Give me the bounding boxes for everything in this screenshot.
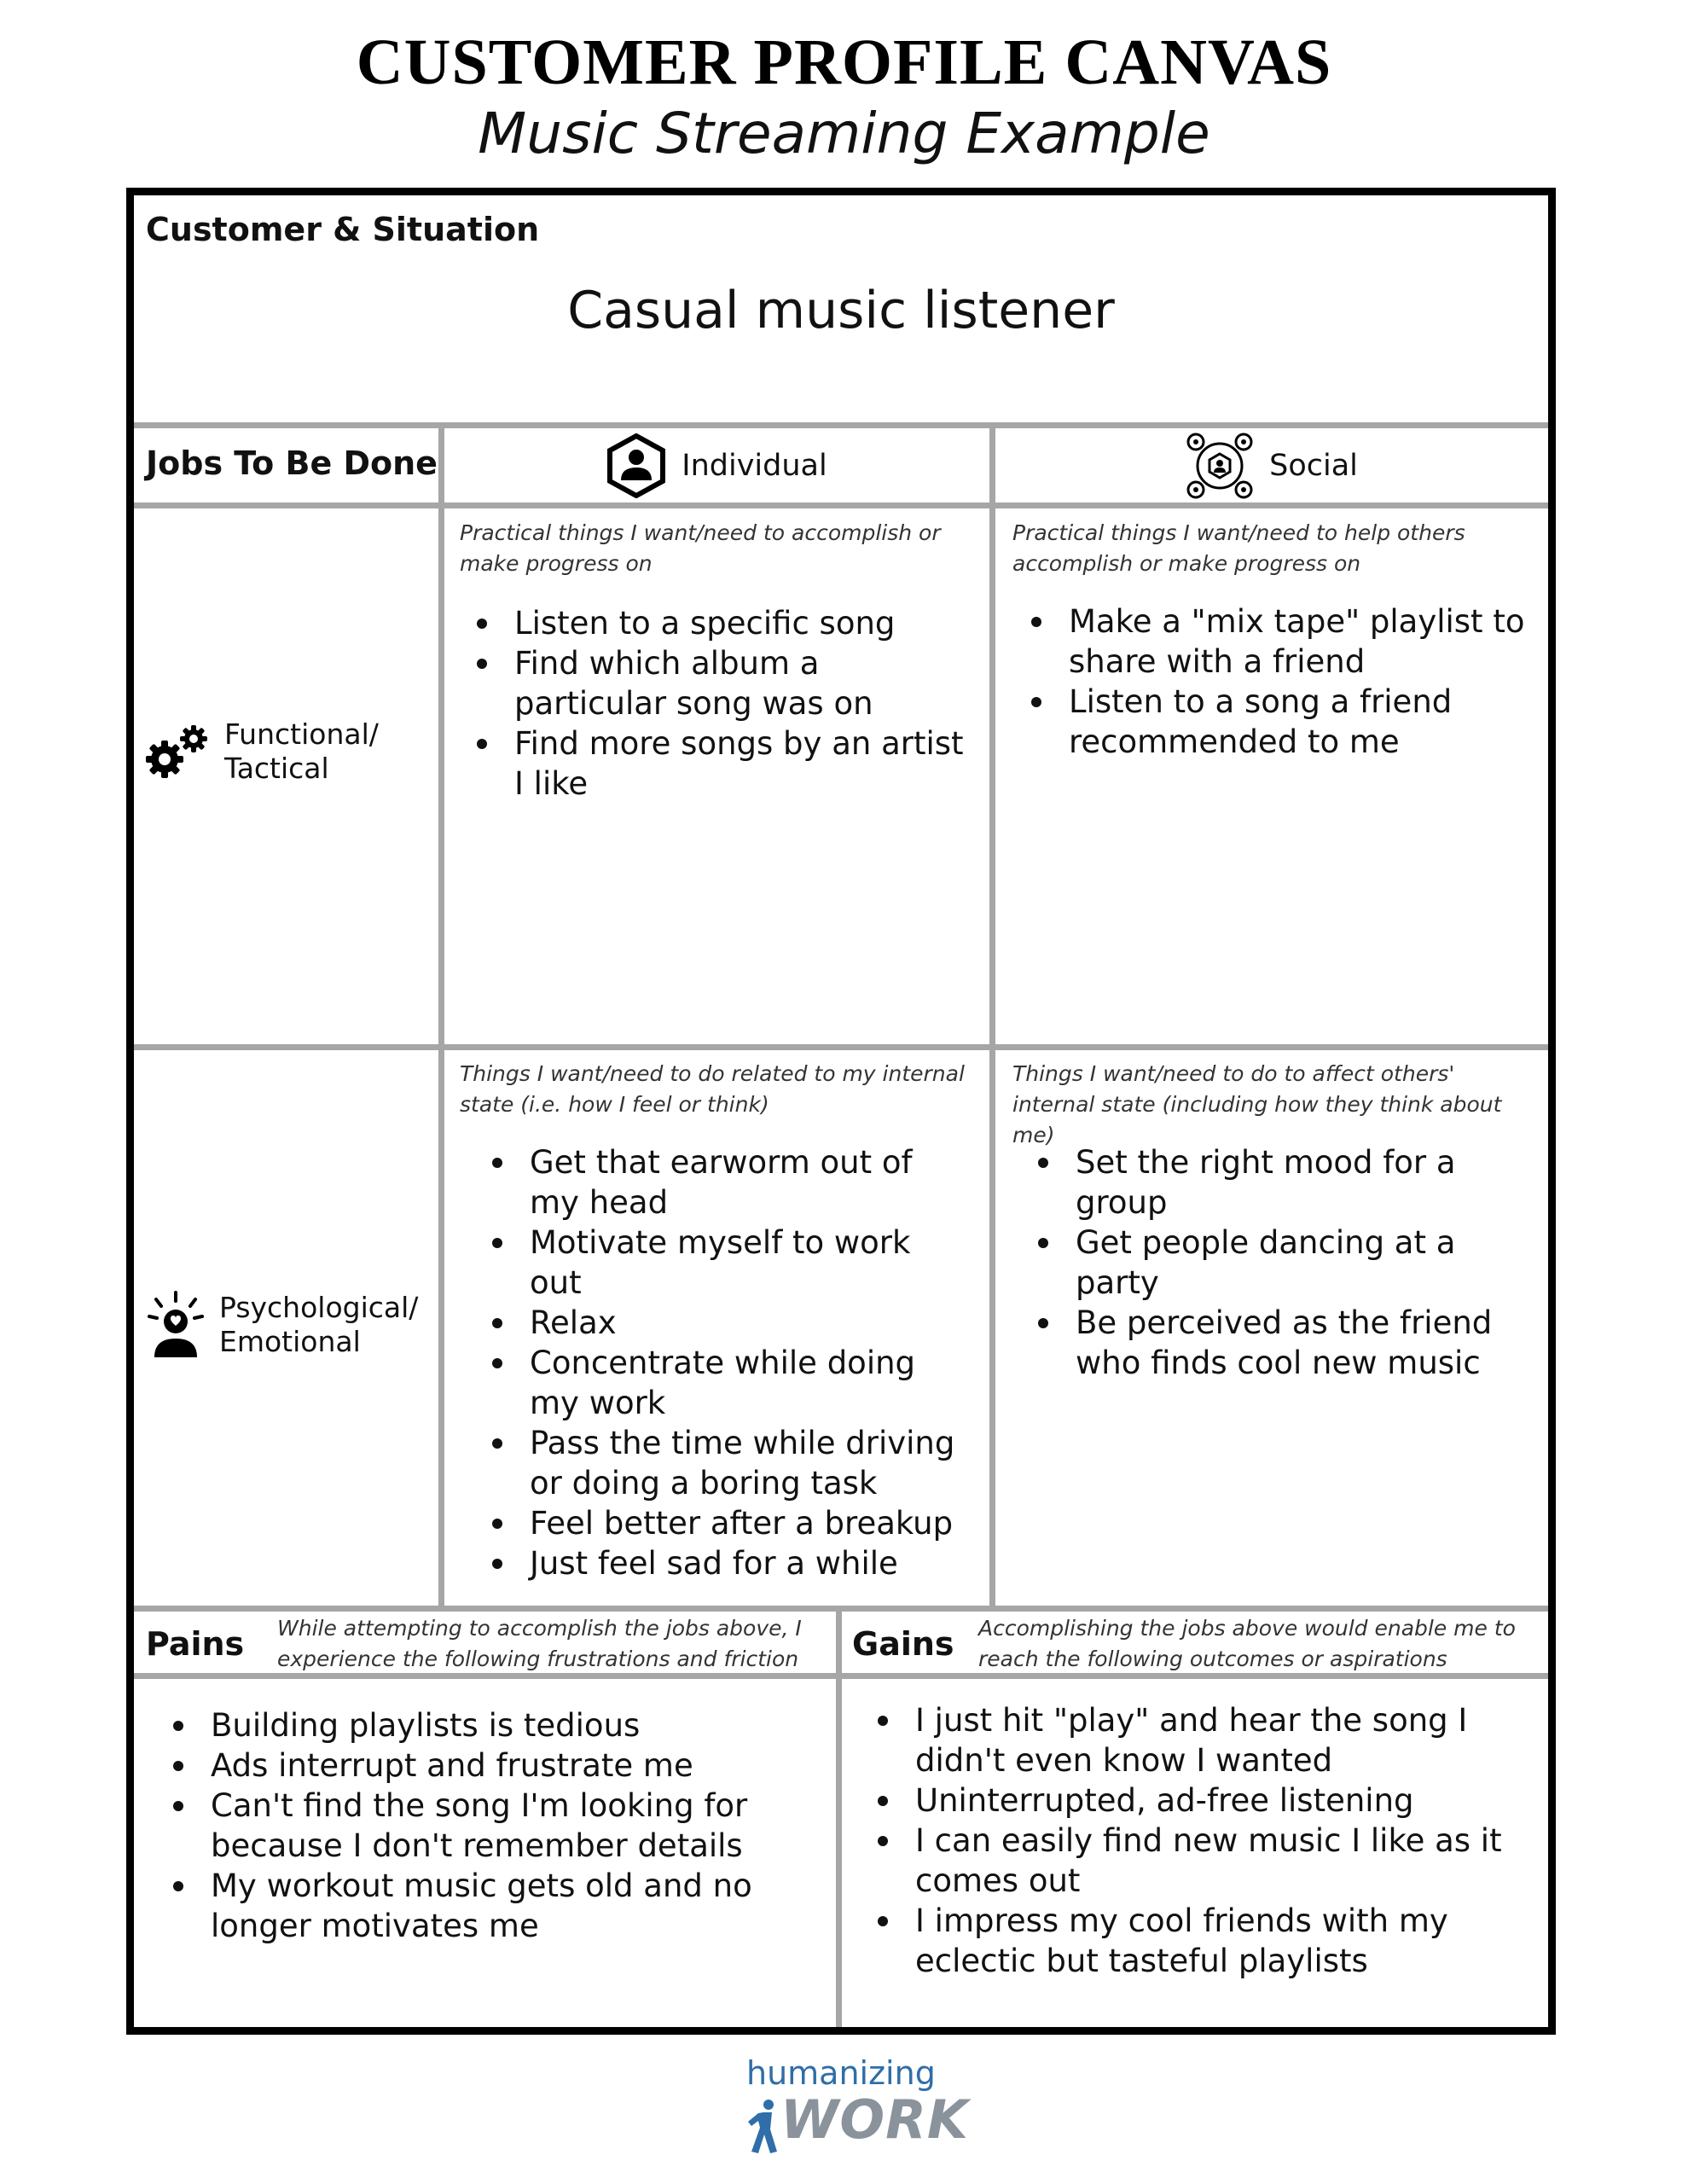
list-item: Relax: [482, 1303, 968, 1343]
functional-individual-list: [467, 603, 978, 804]
list-item: I impress my cool friends with my eclectic but tasteful playlists: [867, 1901, 1541, 1981]
functional-label-line2: Tactical: [224, 752, 329, 785]
list-item: I can easily find new music I like as it comes out: [867, 1821, 1541, 1901]
divider-col-2: [989, 422, 995, 1612]
individual-column-header: [444, 428, 989, 502]
emotional-social-hint: Things I want/need to do to affect others' internal state (including how they think about me): [1012, 1061, 1502, 1147]
emotional-row-label: [146, 1291, 418, 1359]
emotional-individual-hint: Things I want/need to do related to my internal state (i.e. how I feel or think): [460, 1061, 965, 1117]
divider-functional: [134, 1044, 1548, 1050]
divider-jobs-header: [134, 502, 1548, 508]
list-item: Find more songs by an artist I like: [467, 723, 978, 804]
functional-label-line1: Functional/: [224, 717, 379, 751]
list-item: Feel better after a breakup: [482, 1503, 968, 1543]
social-label: Social: [1269, 448, 1358, 483]
emotional-label-line1: Psychological/: [219, 1291, 419, 1324]
list-item: Get people dancing at a party: [1028, 1223, 1540, 1303]
gains-list: [867, 1700, 1541, 1981]
list-item: Can't find the song I'm looking for because I don't remember details: [163, 1786, 811, 1866]
profile-canvas: [126, 188, 1556, 2035]
emotional-social-list: [1028, 1142, 1540, 1383]
list-item: My workout music gets old and no longer motivates me: [163, 1866, 811, 1946]
list-item: Building playlists is tedious: [163, 1705, 811, 1745]
list-item: Pass the time while driving or doing a boring task: [482, 1423, 968, 1503]
list-item: Just feel sad for a while: [482, 1543, 968, 1583]
customer-situation-label: Customer & Situation: [146, 211, 540, 248]
jobs-label: Jobs To Be Done: [146, 444, 438, 482]
pains-hint: While attempting to accomplish the jobs above, I experience the following frustrations and friction: [277, 1616, 802, 1671]
list-item: Concentrate while doing my work: [482, 1343, 968, 1423]
list-item: Set the right mood for a group: [1028, 1142, 1540, 1223]
gears-icon: [146, 722, 211, 781]
list-item: Find which album a particular song was on: [467, 643, 978, 723]
individual-label: Individual: [682, 448, 827, 483]
list-item: Be perceived as the friend who finds cool new music: [1028, 1303, 1540, 1383]
page-subtitle: Music Streaming Example: [478, 101, 1210, 166]
gains-hint: Accomplishing the jobs above would enable me to reach the following outcomes or aspirations: [978, 1616, 1516, 1671]
humanizing-work-logo: [738, 2054, 969, 2157]
emotional-label-line2: Emotional: [219, 1325, 361, 1358]
divider-customer: [134, 422, 1548, 428]
social-icon: [1186, 432, 1254, 500]
functional-individual-hint: Practical things I want/need to accomplish or make progress on: [460, 520, 941, 576]
list-item: Motivate myself to work out: [482, 1223, 968, 1303]
list-item: Ads interrupt and frustrate me: [163, 1745, 811, 1786]
list-item: Uninterrupted, ad-free listening: [867, 1780, 1541, 1821]
functional-row-label: [146, 717, 379, 786]
functional-social-list: [1021, 601, 1533, 762]
functional-social-hint: Practical things I want/need to help others accomplish or make progress on: [1012, 520, 1465, 576]
logo-text-top: humanizing: [746, 2054, 936, 2092]
pains-label: Pains: [146, 1625, 245, 1663]
customer-situation-value: Casual music listener: [567, 281, 1115, 340]
page-title: CUSTOMER PROFILE CANVAS: [356, 26, 1332, 98]
list-item: Listen to a specific song: [467, 603, 978, 643]
divider-pains-gains: [836, 1606, 842, 2027]
divider-col-1: [438, 422, 444, 1612]
gains-label: Gains: [852, 1625, 954, 1663]
logo-text-bottom: WORK: [780, 2088, 969, 2151]
list-item: Make a "mix tape" playlist to share with a friend: [1021, 601, 1533, 682]
list-item: Get that earworm out of my head: [482, 1142, 968, 1223]
social-column-header: [995, 428, 1548, 502]
pains-list: [163, 1705, 811, 1946]
individual-icon: [606, 433, 666, 498]
emotion-person-icon: [146, 1291, 206, 1359]
list-item: Listen to a song a friend recommended to me: [1021, 682, 1533, 762]
list-item: I just hit "play" and hear the song I didn't even know I wanted: [867, 1700, 1541, 1780]
emotional-individual-list: [482, 1142, 968, 1583]
